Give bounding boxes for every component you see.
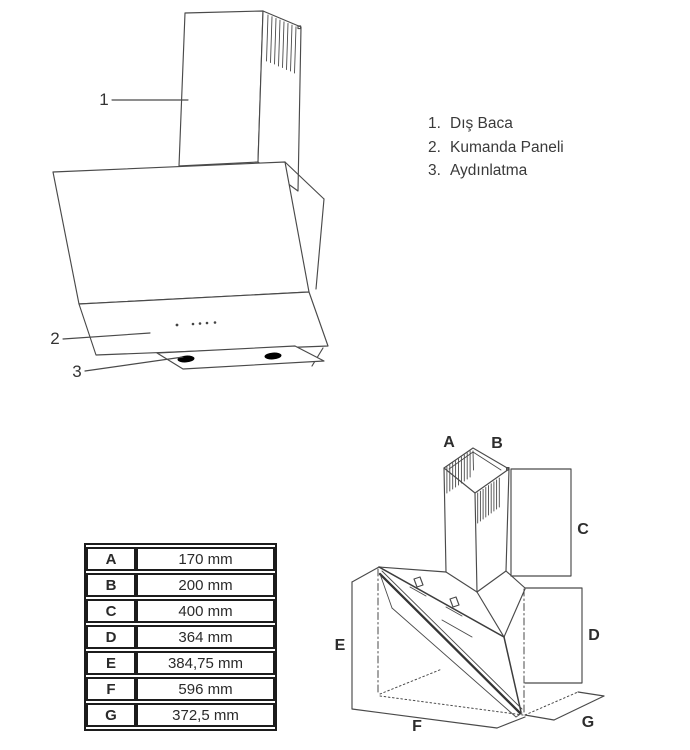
legend-item-number: 1.	[428, 115, 441, 132]
table-row	[86, 625, 275, 649]
glass-panel	[53, 162, 309, 304]
dimension-value-cell: 170 mm	[136, 547, 275, 571]
dim-label-f: F	[412, 718, 422, 735]
dimension-key-cell: D	[86, 625, 136, 649]
hood-illustration	[30, 0, 340, 400]
hidden-edges	[378, 569, 524, 715]
dimension-diagram	[330, 425, 620, 745]
legend-item-label: Dış Baca	[450, 115, 513, 132]
dimension-value-cell: 372,5 mm	[136, 703, 275, 727]
dim-label-b: B	[491, 435, 503, 452]
dimension-c-box	[511, 469, 571, 576]
dimension-key-cell: C	[86, 599, 136, 623]
callout-3-label: 3	[72, 362, 82, 381]
floor-outline	[352, 709, 525, 728]
dimension-value-cell: 364 mm	[136, 625, 275, 649]
table-row	[86, 677, 275, 701]
table-row	[86, 547, 275, 571]
dimension-value-cell: 400 mm	[136, 599, 275, 623]
dimension-value-cell: 596 mm	[136, 677, 275, 701]
parts-legend	[428, 112, 564, 183]
callout-2-label: 2	[50, 329, 60, 348]
dimension-value-cell: 384,75 mm	[136, 651, 275, 675]
legend-item-label: Kumanda Paneli	[450, 138, 564, 156]
legend-item-2	[428, 136, 564, 160]
table-row	[86, 703, 275, 727]
dim-label-c: C	[577, 521, 589, 538]
table-row	[86, 599, 275, 623]
callout-1-label: 1	[99, 90, 109, 109]
dimension-key-cell: F	[86, 677, 136, 701]
legend-item-number: 3.	[428, 162, 441, 179]
dimensions-table	[84, 543, 277, 731]
hood-body	[379, 567, 525, 717]
dimension-key-cell: G	[86, 703, 136, 727]
dim-label-d: D	[588, 627, 600, 644]
dimension-d-box	[525, 588, 582, 683]
dim-label-e: E	[334, 637, 346, 654]
chimney-duct	[444, 448, 509, 592]
dimension-value-cell: 200 mm	[136, 573, 275, 597]
legend-item-3	[428, 159, 564, 183]
legend-item-1	[428, 112, 564, 136]
dimension-e-line	[352, 567, 379, 709]
dim-label-g: G	[581, 714, 595, 731]
dim-label-a: A	[443, 434, 455, 451]
dimension-key-cell: E	[86, 651, 136, 675]
dimension-key-cell: B	[86, 573, 136, 597]
legend-item-number: 2.	[428, 138, 441, 156]
table-row	[86, 573, 275, 597]
legend-item-label: Aydınlatma	[450, 162, 528, 179]
table-row	[86, 651, 275, 675]
dimension-key-cell: A	[86, 547, 136, 571]
